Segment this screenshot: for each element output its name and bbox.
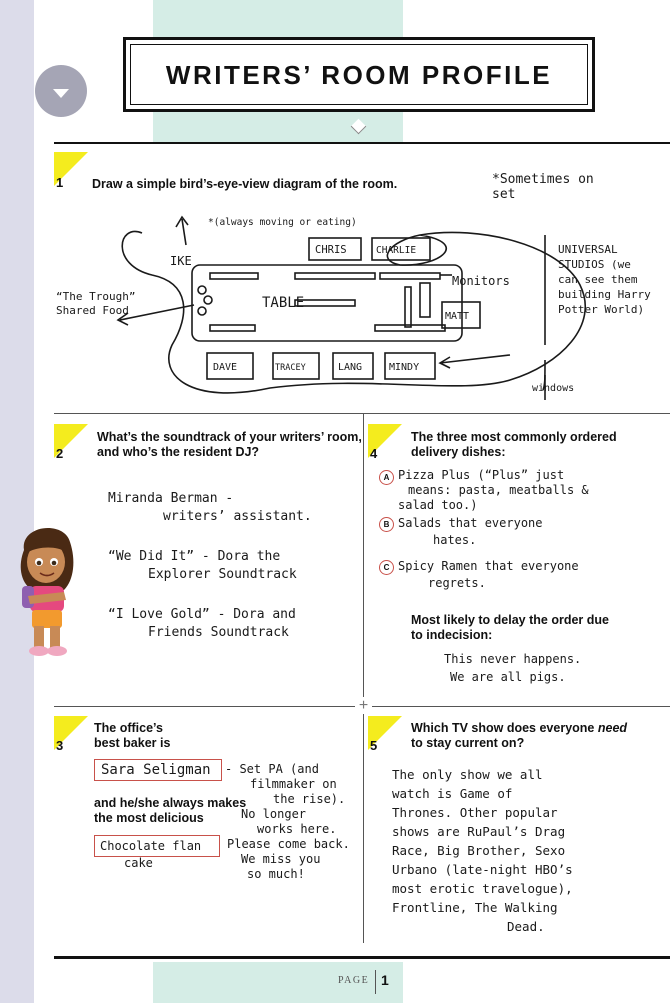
q3-number: 3	[56, 738, 64, 753]
dish-line2: cake	[124, 856, 153, 870]
rule-top	[54, 142, 670, 144]
q3-question: The office’s best baker is	[94, 721, 171, 750]
label-ike: IKE	[170, 254, 192, 268]
q2-number: 2	[56, 446, 64, 461]
dish-line: salad too.)	[398, 498, 478, 512]
dish-line: Pizza Plus (“Plus” just	[398, 468, 565, 482]
cross-mark: +	[355, 697, 372, 714]
table-shape	[192, 265, 462, 341]
rule-bottom	[54, 956, 670, 959]
dish-line: means: pasta, meatballs &	[408, 483, 589, 497]
answer-line: Urbano (late-night HBO’s	[392, 862, 573, 877]
q4-delay-answer	[444, 650, 664, 686]
answer-line: Frontline, The Walking	[392, 900, 558, 915]
page-number: 1	[381, 972, 389, 988]
page-divider	[375, 970, 376, 994]
q1-question: Draw a simple bird’s-eye-view diagram of the room.	[92, 177, 398, 191]
title-box	[123, 37, 595, 112]
page-footer	[330, 970, 410, 994]
q5-question-post: to stay current on?	[411, 736, 525, 750]
answer-line: shows are RuPaul’s Drag	[392, 824, 566, 839]
page-title: WRITERS’ ROOM PROFILE	[165, 60, 553, 90]
answer-line: watch is Game of	[392, 786, 513, 801]
monitor	[405, 287, 411, 327]
label-mindy: MINDY	[389, 362, 420, 373]
dish-line1: Chocolate flan	[100, 839, 202, 853]
label-universal: UNIVERSAL STUDIOS (we can see them building Harry Potter World)	[558, 243, 651, 316]
q5-question-em: need	[597, 721, 628, 735]
label-always-moving: *(always moving or eating)	[208, 217, 357, 228]
q5-number: 5	[370, 738, 378, 753]
label-lang: LANG	[338, 362, 363, 373]
rule-mid1	[54, 413, 670, 414]
trough-item	[204, 296, 212, 304]
monitor	[420, 283, 430, 317]
q4-question: The three most commonly ordered delivery dishes:	[411, 430, 617, 459]
dish-line: Spicy Ramen that everyone	[398, 559, 579, 573]
q3-makes-label: and he/she always makes the most delicious	[94, 796, 247, 825]
label-monitors: Monitors	[452, 274, 510, 288]
label-chris: CHRIS	[315, 244, 347, 256]
dish-line: Salads that everyone	[398, 516, 543, 530]
answer-line: “I Love Gold” - Dora and	[108, 607, 296, 622]
label-windows: windows	[532, 383, 575, 394]
baker-name: Sara Seligman	[101, 762, 211, 778]
letter-badge: B	[379, 517, 394, 532]
note-line: so much!	[247, 867, 305, 881]
note-line: the rise).	[273, 792, 346, 806]
monitor	[380, 273, 440, 279]
q1-number: 1	[56, 175, 64, 190]
note-line: Please come back.	[227, 837, 350, 851]
q4-delay-question: Most likely to delay the order due to indecision:	[411, 613, 609, 642]
answer-line: Thrones. Other popular	[392, 805, 558, 820]
monitor	[210, 325, 255, 331]
label-charlie: CHARLIE	[376, 245, 417, 256]
note-line: works here.	[257, 822, 337, 836]
answer-line: Explorer Soundtrack	[148, 567, 297, 582]
label-dave: DAVE	[213, 362, 238, 373]
answer-line: Miranda Berman -	[108, 491, 234, 506]
trough-item	[198, 286, 206, 294]
page-label: PAGE	[338, 975, 370, 986]
answer-line: We are all pigs.	[450, 670, 566, 684]
monitor	[375, 325, 445, 331]
cartoon-girl-illustration	[2, 520, 92, 660]
note-sometimes-on-set: *Sometimes on set	[492, 172, 594, 202]
answer-line: This never happens.	[444, 652, 582, 666]
trough-item	[198, 307, 206, 315]
answer-line: “We Did It” - Dora the	[108, 549, 281, 564]
arrow-side	[440, 355, 510, 368]
left-strip	[0, 0, 34, 1003]
dish-line: regrets.	[428, 576, 486, 590]
label-table: TABLE	[262, 295, 305, 311]
label-matt: MATT	[445, 311, 470, 322]
answer-line: Dead.	[507, 919, 545, 934]
dish-line: hates.	[433, 533, 477, 547]
answer-line: Friends Soundtrack	[148, 625, 289, 640]
chevron-down-icon	[53, 89, 69, 98]
monitor	[210, 273, 258, 279]
baker-name-box	[94, 759, 222, 781]
answer-line: writers’ assistant.	[163, 509, 312, 524]
q5-question	[411, 721, 631, 751]
q2-question: What’s the soundtrack of your writers’ room, and who’s the resident DJ?	[97, 430, 362, 459]
note-line: We miss you	[241, 852, 321, 866]
q2-answer	[108, 490, 358, 642]
q5-question-pre: Which TV show does everyone	[411, 721, 598, 735]
collapse-button[interactable]	[35, 65, 87, 117]
answer-line: most erotic travelogue),	[392, 881, 573, 896]
monitor	[295, 273, 375, 279]
answer-line: The only show we all	[392, 767, 543, 782]
note-line: - Set PA (and	[225, 762, 319, 776]
label-trough: “The Trough” Shared Food	[56, 290, 136, 317]
arrow-up	[176, 217, 188, 245]
q5-answer	[392, 765, 662, 936]
dish-box	[94, 835, 220, 857]
q4-number: 4	[370, 446, 378, 461]
note-line: No longer	[241, 807, 307, 821]
letter-badge: A	[379, 470, 394, 485]
answer-line: Race, Big Brother, Sexo	[392, 843, 566, 858]
letter-badge: C	[379, 560, 394, 575]
label-tracey: TRACEY	[275, 363, 306, 373]
note-line: filmmaker on	[250, 777, 337, 791]
